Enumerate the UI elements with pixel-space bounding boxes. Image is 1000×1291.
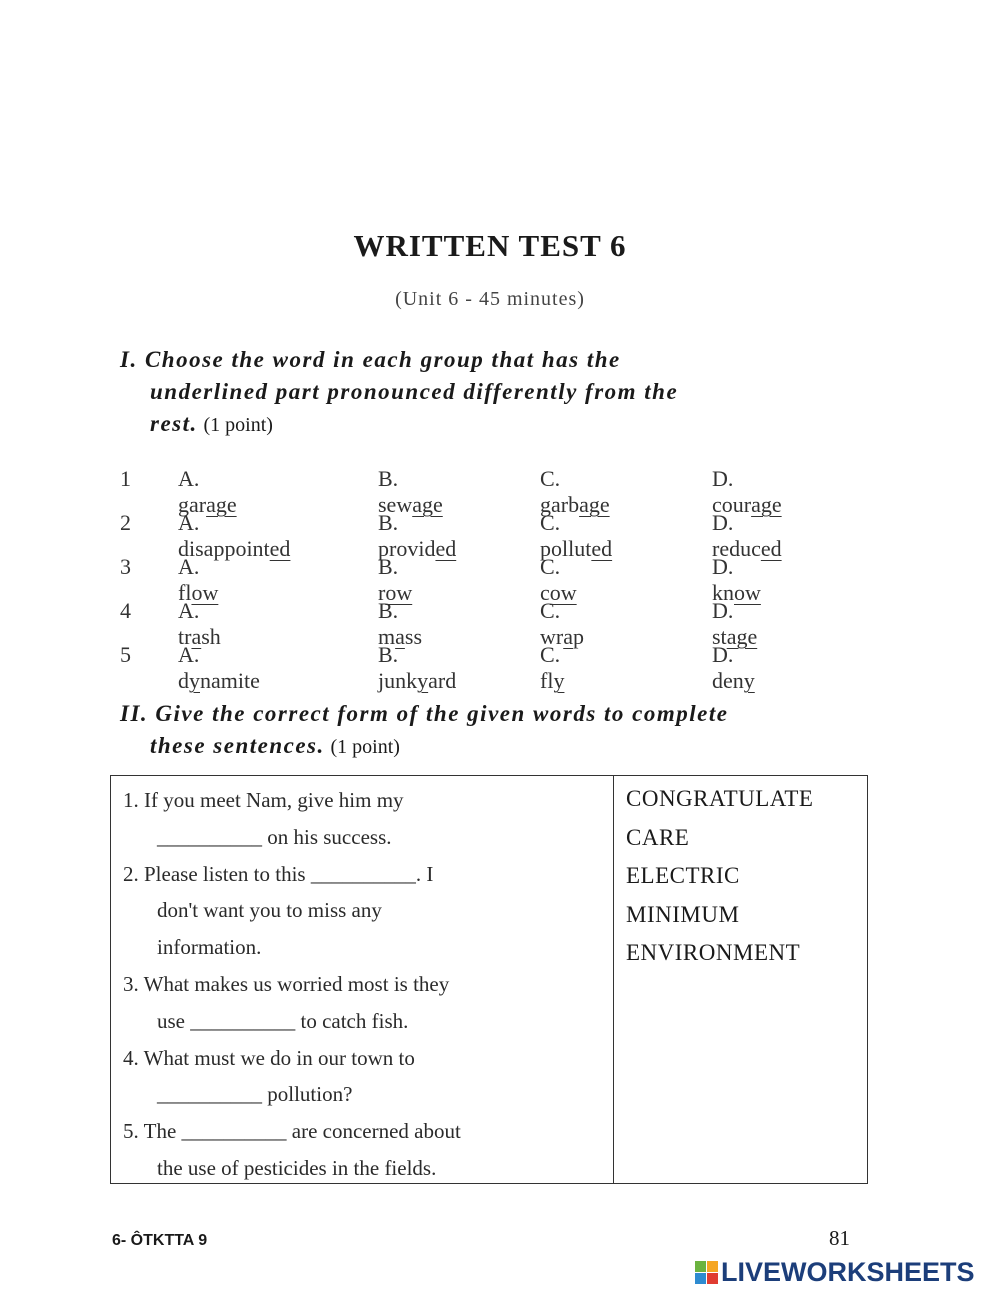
question-number: 2 bbox=[120, 510, 131, 535]
option-text: A. d bbox=[178, 642, 200, 693]
answer-option[interactable] bbox=[712, 642, 755, 694]
option-text: B. sew bbox=[378, 466, 413, 517]
answer-option[interactable] bbox=[178, 642, 260, 694]
option-text: B. m bbox=[378, 598, 399, 649]
underlined-part: ed bbox=[269, 536, 291, 561]
page-title: WRITTEN TEST 6 bbox=[353, 228, 627, 263]
word-bank-item: CONGRATULATE bbox=[626, 786, 814, 811]
underlined-part: ow bbox=[549, 580, 577, 605]
section-2-heading bbox=[120, 698, 728, 763]
question-number: 3 bbox=[120, 554, 131, 579]
heading-line: II. Give the correct form of the given words to complete bbox=[120, 701, 729, 726]
underlined-part: age bbox=[206, 492, 237, 517]
option-text: B. provid bbox=[378, 510, 436, 561]
word-bank-item: ENVIRONMENT bbox=[626, 940, 801, 965]
underlined-part: y bbox=[553, 668, 565, 693]
sentence-line: 1. If you meet Nam, give him my bbox=[123, 788, 404, 812]
sentence-line: the use of pesticides in the fields. bbox=[157, 1156, 437, 1180]
underlined-part: a bbox=[563, 624, 573, 649]
page-subtitle: (Unit 6 - 45 minutes) bbox=[395, 288, 585, 310]
sentence-line: information. bbox=[157, 935, 262, 960]
logo-squares-icon bbox=[695, 1261, 718, 1284]
word-form-table bbox=[110, 775, 868, 1184]
underlined-part: ow bbox=[385, 580, 413, 605]
option-text: B. junk bbox=[378, 642, 418, 693]
option-text: C. c bbox=[540, 554, 561, 605]
option-text: A. gar bbox=[178, 466, 207, 517]
heading-line: underlined part pronounced differently from the bbox=[150, 379, 679, 404]
answer-option[interactable] bbox=[378, 642, 456, 694]
option-text: C. wr bbox=[540, 598, 564, 649]
word-bank-item: ELECTRIC bbox=[626, 863, 740, 888]
option-text: A. disappoint bbox=[178, 510, 270, 561]
sentence-line: 4. What must we do in our town to bbox=[123, 1045, 415, 1070]
underlined-part: y bbox=[417, 668, 429, 693]
underlined-part: y bbox=[189, 668, 200, 693]
option-text: sh bbox=[201, 624, 221, 649]
heading-line: these sentences. bbox=[150, 733, 325, 758]
points-label: (1 point) bbox=[203, 414, 273, 436]
underlined-part: age bbox=[726, 624, 758, 649]
underlined-part: a bbox=[395, 624, 405, 649]
underlined-part: age bbox=[579, 492, 610, 517]
underlined-part: ow bbox=[734, 580, 761, 605]
question-number: 1 bbox=[120, 466, 131, 491]
underlined-part: ed bbox=[591, 536, 613, 561]
question-number: 5 bbox=[120, 642, 131, 667]
question-number: 4 bbox=[120, 598, 131, 623]
section-1-heading bbox=[120, 344, 678, 441]
sentence-line: 5. The __________ are concerned about bbox=[123, 1119, 461, 1144]
table-divider bbox=[613, 776, 614, 1183]
option-text: C. fl bbox=[540, 642, 561, 693]
option-text: C. garb bbox=[540, 466, 580, 517]
underlined-part: ow bbox=[191, 580, 219, 605]
underlined-part: y bbox=[743, 668, 755, 693]
underlined-part: age bbox=[412, 492, 443, 517]
option-text: ss bbox=[404, 624, 423, 649]
option-text: namite bbox=[200, 668, 260, 693]
option-text: A. tr bbox=[178, 598, 200, 649]
sentence-line: 2. Please listen to this __________. I bbox=[123, 861, 434, 886]
heading-line: rest. bbox=[150, 411, 198, 436]
answer-option[interactable] bbox=[540, 642, 564, 694]
word-bank-item: CARE bbox=[626, 824, 690, 850]
sentence-line: __________ pollution? bbox=[157, 1082, 353, 1107]
underlined-part: age bbox=[751, 492, 782, 517]
option-text: D. kn bbox=[712, 554, 734, 605]
option-text: p bbox=[572, 624, 584, 649]
underlined-part: ed bbox=[435, 536, 457, 561]
liveworksheets-logo bbox=[695, 1257, 975, 1288]
underlined-part: ed bbox=[760, 536, 782, 561]
sentence-line: 3. What makes us worried most is they bbox=[123, 972, 450, 996]
option-text: D. cour bbox=[712, 466, 752, 517]
option-text: C. pollut bbox=[540, 510, 592, 561]
sentence-line: don't want you to miss any bbox=[157, 898, 382, 923]
option-text: D. den bbox=[712, 642, 744, 693]
page-number: 81 bbox=[829, 1226, 850, 1250]
option-text: ard bbox=[428, 668, 457, 693]
book-code: 6- ÔTKTTA 9 bbox=[112, 1232, 208, 1249]
option-text: A. fl bbox=[178, 554, 200, 605]
sentence-line: __________ on his success. bbox=[157, 824, 392, 849]
brand-name: LIVEWORKSHEETS bbox=[721, 1257, 975, 1287]
word-bank-item: MINIMUM bbox=[626, 901, 740, 927]
option-text: D. st bbox=[712, 598, 734, 649]
option-text: D. reduc bbox=[712, 510, 761, 561]
points-label: (1 point) bbox=[330, 736, 400, 758]
sentence-line: use __________ to catch fish. bbox=[157, 1008, 409, 1033]
heading-line: I. Choose the word in each group that has the bbox=[120, 347, 621, 372]
underlined-part: a bbox=[191, 624, 202, 649]
option-text: B. r bbox=[378, 554, 399, 605]
